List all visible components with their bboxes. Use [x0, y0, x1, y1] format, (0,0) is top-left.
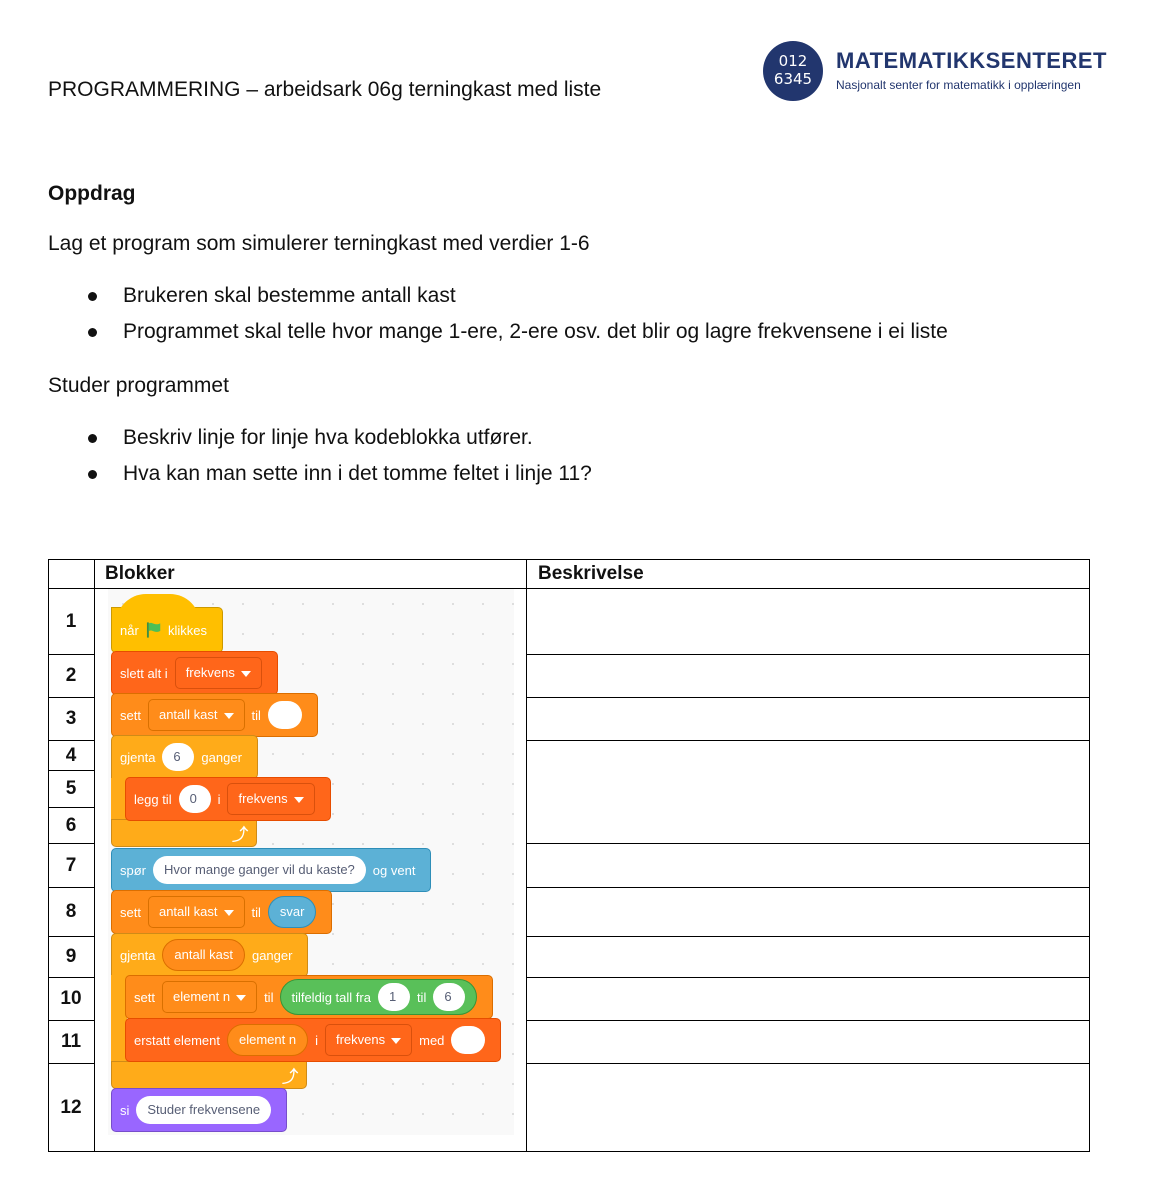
repeat-block[interactable]	[111, 735, 258, 779]
column-header-description: Beskrivelse	[538, 563, 644, 584]
row-number: 10	[60, 988, 82, 1009]
green-flag-icon	[146, 621, 161, 639]
list-dropdown[interactable]: frekvens	[227, 783, 314, 815]
block-label: sett	[134, 989, 155, 1005]
row-number: 12	[60, 1097, 82, 1118]
row-number: 5	[65, 778, 77, 799]
variable-dropdown[interactable]: antall kast	[148, 699, 245, 731]
row-number: 1	[65, 611, 77, 632]
row-number: 3	[65, 708, 77, 729]
block-label: gjenta	[120, 749, 156, 765]
variable-dropdown[interactable]: antall kast	[148, 896, 245, 928]
document-title: PROGRAMMERING – arbeidsark 06g terningkast med liste	[48, 78, 602, 101]
random-to-input[interactable]: 6	[433, 983, 465, 1011]
question-list	[48, 424, 592, 496]
list-item: Beskriv linje for linje hva kodeblokka utfører.	[48, 424, 592, 460]
matematikksenteret-logo	[762, 40, 1112, 102]
logo-numbers-icon	[762, 40, 824, 102]
logo-subtitle: Nasjonalt senter for matematikk i opplæringen	[836, 78, 1081, 92]
block-label: spør	[120, 862, 146, 878]
row-number: 7	[65, 855, 77, 876]
block-label: ganger	[251, 947, 293, 963]
block-label: sett	[120, 904, 141, 920]
variable-reporter[interactable]: element n	[227, 1024, 308, 1056]
set-variable-block[interactable]	[111, 693, 318, 737]
block-label: og vent	[372, 862, 416, 878]
list-item: Brukeren skal bestemme antall kast	[48, 282, 948, 318]
svg-text:012: 012	[778, 52, 808, 70]
study-text: Studer programmet	[48, 374, 229, 397]
section-heading: Oppdrag	[48, 182, 136, 205]
block-label: sett	[120, 707, 141, 723]
blocks-table	[48, 559, 1090, 1152]
row-number: 2	[65, 665, 77, 686]
block-label: til	[416, 989, 427, 1005]
row-number: 8	[65, 901, 77, 922]
row-number: 6	[65, 815, 77, 836]
loop-arrow-icon: ⤴	[282, 1069, 299, 1086]
add-to-list-block[interactable]	[125, 777, 331, 821]
question-input[interactable]: Hvor mange ganger vil du kaste?	[153, 856, 366, 884]
row-number: 9	[65, 946, 77, 967]
block-label: i	[315, 1032, 318, 1048]
empty-value-input[interactable]	[451, 1026, 485, 1054]
block-label: til	[251, 707, 261, 723]
row-number: 11	[60, 1031, 82, 1052]
delete-all-block[interactable]	[111, 651, 278, 695]
block-label: legg til	[134, 791, 172, 807]
block-label: i	[217, 791, 221, 807]
answer-reporter[interactable]: svar	[268, 896, 317, 928]
block-label: når	[120, 622, 139, 638]
block-label: erstatt element	[134, 1032, 220, 1048]
svg-text:6345: 6345	[773, 70, 813, 88]
repeat-count-input[interactable]: 6	[162, 743, 194, 771]
set-variable-block[interactable]	[111, 890, 332, 934]
random-number-operator[interactable]	[280, 979, 477, 1015]
block-label: ganger	[201, 749, 242, 765]
when-flag-clicked-block[interactable]	[111, 607, 223, 653]
repeat-block[interactable]	[111, 933, 308, 977]
block-label: gjenta	[120, 947, 156, 963]
list-dropdown[interactable]: frekvens	[175, 657, 262, 689]
list-item: Hva kan man sette inn i det tomme feltet i linje 11?	[48, 460, 592, 496]
replace-item-block[interactable]	[125, 1018, 501, 1062]
set-variable-block[interactable]	[125, 975, 493, 1019]
variable-reporter[interactable]: antall kast	[162, 939, 245, 971]
empty-value-input[interactable]	[268, 701, 302, 729]
ask-and-wait-block[interactable]	[111, 848, 431, 892]
variable-dropdown[interactable]: element n	[162, 981, 257, 1013]
logo-name: MATEMATIKKSENTERET	[836, 48, 1107, 73]
block-label: si	[120, 1102, 130, 1118]
row-number: 4	[65, 745, 77, 766]
loop-arrow-icon: ⤴	[232, 827, 249, 844]
block-label: tilfeldig tall fra	[291, 989, 371, 1005]
list-item: Programmet skal telle hvor mange 1-ere, 2-ere osv. det blir og lagre frekvensene i ei liste	[48, 318, 948, 354]
block-label: til	[251, 904, 261, 920]
random-from-input[interactable]: 1	[378, 983, 410, 1011]
scratch-code-area	[108, 589, 514, 1135]
list-dropdown[interactable]: frekvens	[325, 1024, 412, 1056]
block-label: klikkes	[167, 622, 207, 638]
say-block[interactable]	[111, 1088, 287, 1132]
block-label: til	[264, 989, 274, 1005]
value-input[interactable]: 0	[179, 785, 211, 813]
intro-text: Lag et program som simulerer terningkast med verdier 1-6	[48, 232, 590, 255]
repeat-block-end	[111, 1061, 307, 1089]
column-header-blocks: Blokker	[105, 563, 175, 584]
block-label: slett alt i	[120, 665, 168, 681]
say-text-input[interactable]: Studer frekvensene	[136, 1096, 271, 1124]
block-label: med	[419, 1032, 445, 1048]
task-list	[48, 282, 948, 354]
